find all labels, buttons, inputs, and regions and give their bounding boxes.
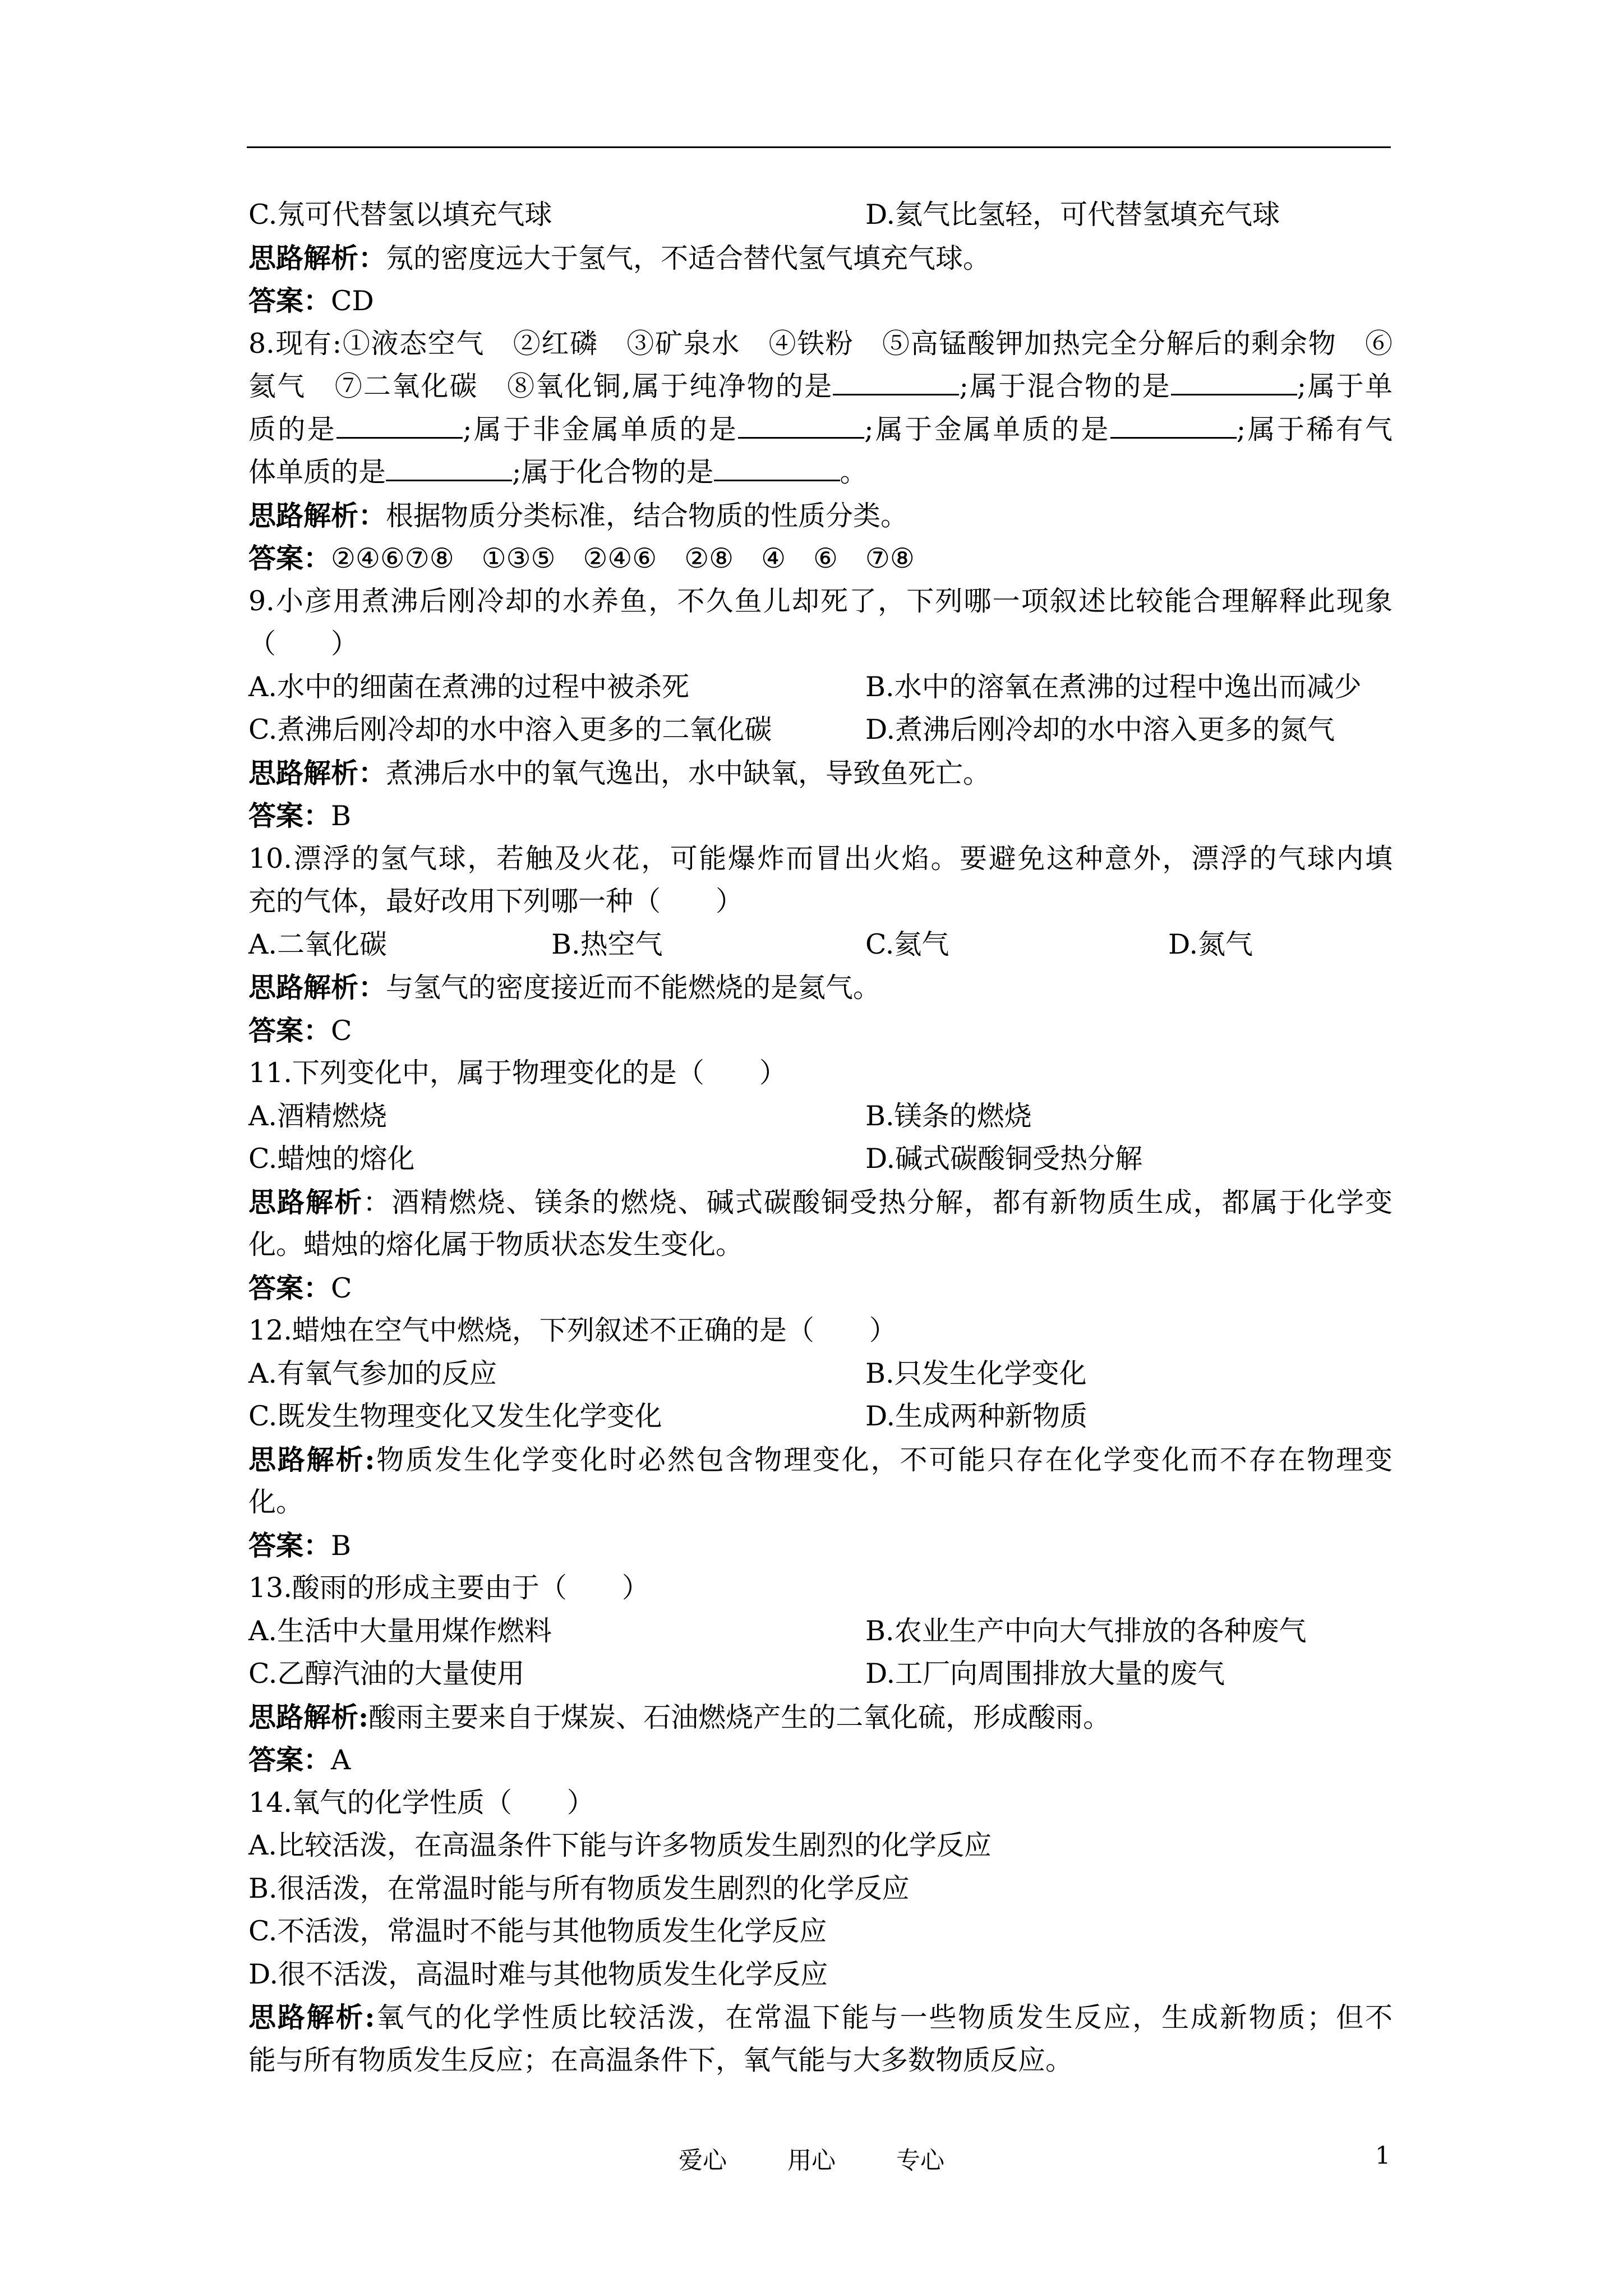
q13-option-a: A.生活中大量用煤作燃料 xyxy=(248,1614,552,1647)
q14-option-a: A.比较活泼，在高温条件下能与许多物质发生剧烈的化学反应 xyxy=(248,1829,992,1861)
analysis-label: 思路解析： xyxy=(248,756,386,789)
q12-analysis-2: 化。 xyxy=(248,1486,304,1518)
document-body xyxy=(248,194,1393,2082)
analysis-label: 思路解析： xyxy=(248,241,386,274)
analysis-text: 氧气的化学性质比较活泼，在常温下能与一些物质发生反应，生成新物质；但不 xyxy=(375,2001,1393,2033)
q9-option-a: A.水中的细菌在煮沸的过程中被杀死 xyxy=(248,670,689,703)
q13-option-d: D.工厂向周围排放大量的废气 xyxy=(865,1658,1225,1690)
q9-line-2: （ ） xyxy=(248,628,359,660)
q10-analysis xyxy=(248,966,1393,1009)
q11-line-1: 11.下列变化中，属于物理变化的是（ ） xyxy=(248,1057,787,1089)
q11-options-cd xyxy=(248,1138,1393,1181)
fill-blank xyxy=(714,457,840,481)
answer-text: C xyxy=(331,1272,352,1304)
q13-options-ab xyxy=(248,1610,1393,1653)
analysis-label: 思路解析: xyxy=(248,2001,375,2033)
q8-line-1: 8.现有:①液态空气 ②红磷 ③矿泉水 ④铁粉 ⑤高锰酸钾加热完全分解后的剩余物 ⑥ xyxy=(248,327,1393,360)
answer-text: B xyxy=(331,800,352,832)
q8-text: 体单质的是 xyxy=(248,456,386,488)
answer-label: 答案： xyxy=(248,1271,331,1304)
fill-blank xyxy=(1171,371,1297,395)
q9-option-c: C.煮沸后刚冷却的水中溶入更多的二氧化碳 xyxy=(248,714,772,746)
q7-option-d: D.氦气比氢轻，可代替氢填充气球 xyxy=(865,199,1280,231)
q10-option-d: D.氮气 xyxy=(1168,928,1253,960)
answer-label: 答案： xyxy=(248,542,331,574)
q9-option-d: D.煮沸后刚冷却的水中溶入更多的氮气 xyxy=(865,714,1335,746)
q13-option-c: C.乙醇汽油的大量使用 xyxy=(248,1658,525,1690)
q10-option-a: A.二氧化碳 xyxy=(248,928,387,960)
fill-blank xyxy=(336,415,463,439)
q8-text: ;属于混合物的是 xyxy=(959,370,1171,402)
q9-options-ab xyxy=(248,666,1393,709)
fill-blank xyxy=(833,371,959,395)
answer-text: A xyxy=(331,1744,351,1776)
q14-analysis-1 xyxy=(248,1996,1393,2039)
page-footer xyxy=(0,2142,1623,2175)
q12-options-cd xyxy=(248,1395,1393,1438)
q8-text: 质的是 xyxy=(248,413,337,445)
q8-answer xyxy=(248,537,1393,580)
answer-label: 答案： xyxy=(248,1014,331,1047)
fill-blank xyxy=(738,415,864,439)
q11-answer xyxy=(248,1267,1393,1310)
header-rule xyxy=(247,146,1391,148)
q13-options-cd xyxy=(248,1653,1393,1696)
q8-text: ;属于单 xyxy=(1297,370,1393,402)
analysis-text: 与氢气的密度接近而不能燃烧的是氦气。 xyxy=(386,972,881,1004)
analysis-label: 思路解析: xyxy=(248,1443,375,1476)
q12-option-c: C.既发生物理变化又发生化学变化 xyxy=(248,1400,662,1432)
q10-answer xyxy=(248,1009,1393,1052)
q11-analysis-2: 化。蜡烛的熔化属于物质状态发生变化。 xyxy=(248,1228,744,1260)
q12-options-ab xyxy=(248,1352,1393,1396)
q9-option-b: B.水中的溶氧在煮沸的过程中逸出而减少 xyxy=(865,670,1362,703)
q11-options-ab xyxy=(248,1095,1393,1138)
q12-analysis-1 xyxy=(248,1438,1393,1481)
answer-label: 答案： xyxy=(248,1529,331,1562)
analysis-label: 思路解析： xyxy=(248,499,386,532)
q12-option-d: D.生成两种新物质 xyxy=(865,1400,1088,1432)
answer-label: 答案： xyxy=(248,1743,331,1776)
footer-motto xyxy=(679,2142,1005,2176)
q11-option-c: C.蜡烛的熔化 xyxy=(248,1143,415,1175)
q8-text: ;属于非金属单质的是 xyxy=(463,413,739,445)
q10-option-b: B.热空气 xyxy=(551,928,663,960)
q8-analysis xyxy=(248,494,1393,537)
analysis-text: 氖的密度远大于氢气，不适合替代氢气填充气球。 xyxy=(386,242,991,274)
answer-text: C xyxy=(331,1014,352,1047)
page-number: 1 xyxy=(1375,2142,1391,2170)
fill-blank xyxy=(386,457,512,481)
q14-option-d: D.很不活泼，高温时难与其他物质发生化学反应 xyxy=(248,1958,828,1990)
analysis-text: 物质发生化学变化时必然包含物理变化，不可能只存在化学变化而不存在物理变 xyxy=(375,1443,1393,1476)
analysis-label: 思路解析: xyxy=(248,1700,369,1733)
analysis-text: 煮沸后水中的氧气逸出，水中缺氧，导致鱼死亡。 xyxy=(386,757,991,789)
q7-answer xyxy=(248,279,1393,323)
answer-label: 答案： xyxy=(248,799,331,832)
fill-blank xyxy=(1110,415,1237,439)
q13-analysis xyxy=(248,1696,1393,1739)
q8-line-3 xyxy=(248,408,1393,452)
q14-analysis-2: 能与所有物质发生反应；在高温条件下，氧气能与大多数物质反应。 xyxy=(248,2044,1073,2076)
q9-line-1: 9.小彦用煮沸后刚冷却的水养鱼，不久鱼儿却死了，下列哪一项叙述比较能合理解释此现象 xyxy=(248,585,1393,617)
analysis-text: ：酒精燃烧、镁条的燃烧、碱式碳酸铜受热分解，都有新物质生成，都属于化学变 xyxy=(363,1186,1393,1218)
motto-1: 爱心 xyxy=(679,2147,727,2175)
q9-analysis xyxy=(248,752,1393,795)
q11-analysis-1 xyxy=(248,1181,1393,1224)
answer-text: CD xyxy=(331,285,374,317)
q10-line-2: 充的气体，最好改用下列哪一种（ ） xyxy=(248,885,744,917)
q14-line-1: 14.氧气的化学性质（ ） xyxy=(248,1786,594,1819)
q11-option-b: B.镁条的燃烧 xyxy=(865,1099,1032,1132)
q13-line-1: 13.酸雨的形成主要由于（ ） xyxy=(248,1572,649,1604)
analysis-text: 根据物质分类标准，结合物质的性质分类。 xyxy=(386,499,909,532)
q8-text: ;属于化合物的是 xyxy=(512,456,714,488)
analysis-label: 思路解析： xyxy=(248,971,386,1004)
q12-line-1: 12.蜡烛在空气中燃烧，下列叙述不正确的是（ ） xyxy=(248,1314,897,1346)
q8-text: ;属于稀有气 xyxy=(1236,413,1393,445)
analysis-label: 思路解析 xyxy=(248,1185,363,1218)
q14-option-c: C.不活泼，常温时不能与其他物质发生化学反应 xyxy=(248,1915,827,1947)
q10-option-c: C.氦气 xyxy=(865,928,949,960)
q12-answer xyxy=(248,1524,1393,1567)
q7-option-c: C.氖可代替氢以填充气球 xyxy=(248,199,552,231)
q10-options xyxy=(248,923,1393,967)
q8-text: 氦气 ⑦二氧化碳 ⑧氧化铜,属于纯净物的是 xyxy=(248,370,833,402)
analysis-text: 酸雨主要来自于煤炭、石油燃烧产生的二氧化硫，形成酸雨。 xyxy=(368,1701,1111,1733)
q12-option-a: A.有氧气参加的反应 xyxy=(248,1357,497,1389)
q10-line-1: 10.漂浮的氢气球，若触及火花，可能爆炸而冒出火焰。要避免这种意外，漂浮的气球内填 xyxy=(248,842,1393,875)
q8-line-2 xyxy=(248,365,1393,408)
q8-text: ;属于金属单质的是 xyxy=(864,413,1110,445)
answer-text: B xyxy=(331,1529,352,1562)
q8-line-4 xyxy=(248,451,1393,494)
answer-text: ②④⑥⑦⑧ ①③⑤ ②④⑥ ②⑧ ④ ⑥ ⑦⑧ xyxy=(331,542,915,574)
motto-3: 专心 xyxy=(896,2147,944,2175)
q12-option-b: B.只发生化学变化 xyxy=(865,1357,1087,1389)
answer-label: 答案： xyxy=(248,284,331,317)
q9-answer xyxy=(248,794,1393,838)
motto-2: 用心 xyxy=(787,2147,836,2175)
q13-answer xyxy=(248,1738,1393,1782)
q11-option-a: A.酒精燃烧 xyxy=(248,1099,387,1132)
q7-analysis xyxy=(248,237,1393,280)
q9-options-cd xyxy=(248,708,1393,752)
q11-option-d: D.碱式碳酸铜受热分解 xyxy=(865,1143,1143,1175)
q8-text: 。 xyxy=(840,456,868,488)
q7-options-cd xyxy=(248,194,1393,237)
q13-option-b: B.农业生产中向大气排放的各种废气 xyxy=(865,1614,1307,1647)
q14-option-b: B.很活泼，在常温时能与所有物质发生剧烈的化学反应 xyxy=(248,1872,910,1904)
